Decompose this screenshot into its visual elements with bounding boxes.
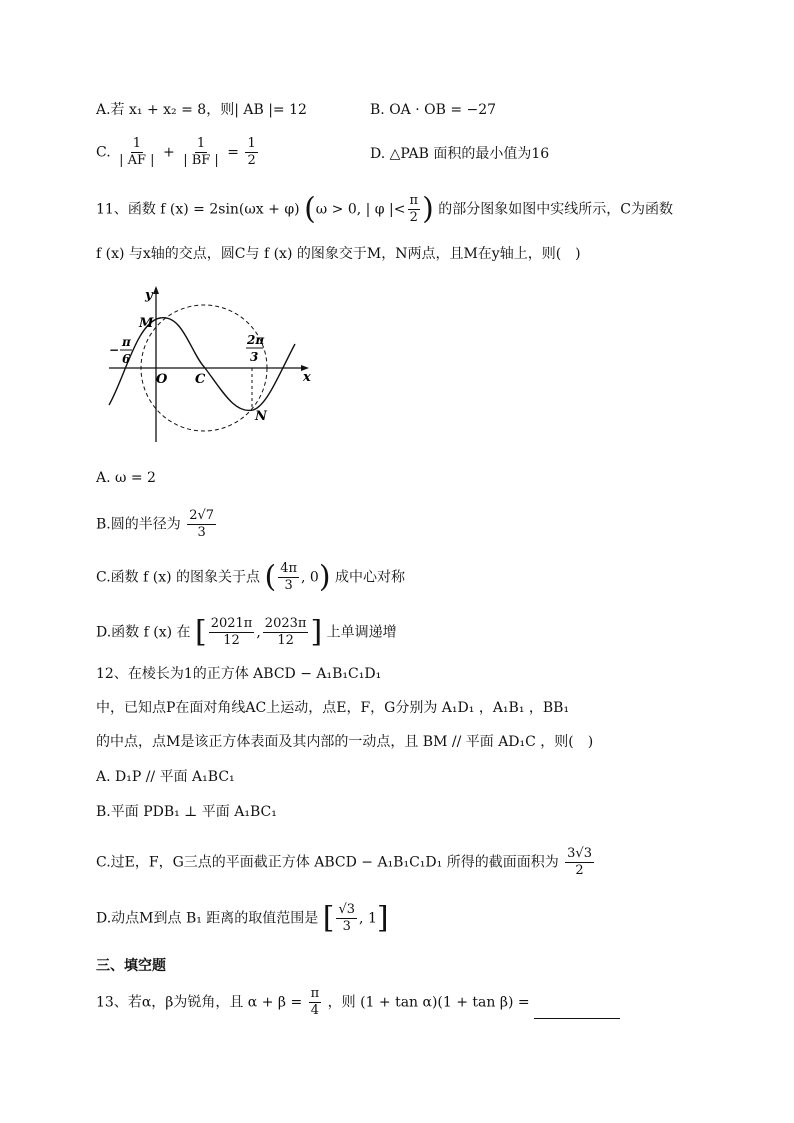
q11-stem-line2: f (x) 与x轴的交点，圆C与 f (x) 的图象交于M，N两点，且M在y轴上，则( ) — [96, 246, 581, 262]
label-m: M — [139, 316, 154, 331]
q11-option-a: A. ω = 2 — [96, 470, 156, 486]
q10-c-fraction-2: $\frac{1}{| BF |}$ — [183, 136, 219, 168]
q12-option-c-text: C.过E，F，G三点的平面截正方体 ABCD − A₁B₁C₁D₁ 所得的截面面积为 — [96, 854, 559, 871]
q10-option-c-prefix: C. — [96, 144, 111, 161]
label-left-den: 6 — [122, 352, 131, 366]
q11-option-d-text: D.函数 f (x) 在 — [96, 624, 191, 641]
q11-stem-line1: 11、函数 f (x) = 2sin(ωx + φ) (ω > 0, | φ |< $\frac{\pi}{2}$ ) 的部分图象如图中实线所示，C为函数 — [96, 191, 673, 227]
q11-option-c: C.函数 f (x) 的图象关于点 ( $\frac{4\pi}{3}$ , 0) 成中心对称 — [96, 559, 405, 595]
q11-option-b-text: B.圆的半径为 — [96, 516, 181, 533]
q10-c-fraction-1: $\frac{1}{| AF |}$ — [119, 136, 155, 168]
q12-option-c: C.过E，F，G三点的平面截正方体 ABCD − A₁B₁C₁D₁ 所得的截面面积为 $\frac{3√3}{2}$ — [96, 846, 592, 878]
q11-option-c-end: 成中心对称 — [335, 569, 405, 586]
label-right-num: 2π — [247, 333, 265, 347]
q12-option-d-text: D.动点M到点 B₁ 距离的取值范围是 — [96, 910, 319, 927]
q11-function: 11、函数 f (x) = 2sin(ωx + φ) — [96, 201, 300, 218]
q12-option-d: D.动点M到点 B₁ 距离的取值范围是 [ $\frac{√3}{3}$ , 1] — [96, 900, 389, 936]
label-y: y — [145, 288, 153, 303]
q12-stem-line1: 12、在棱长为1的正方体 ABCD − A₁B₁C₁D₁ — [96, 666, 382, 682]
q11-stem-tail: 的部分图象如图中实线所示，C为函数 — [438, 201, 673, 218]
q10-option-d: D. △PAB 面积的最小值为16 — [370, 146, 550, 162]
q12-stem-line2: 中，已知点P在面对角线AC上运动，点E，F，G分别为 A₁D₁ ，A₁B₁ ，BB₁ — [96, 700, 570, 716]
q11-option-b: B.圆的半径为 $\frac{2√7}{3}$ — [96, 508, 215, 540]
q10-option-b: B. OA · OB = −27 — [370, 102, 497, 118]
label-left-sign: − — [109, 343, 120, 357]
sine-curve — [109, 318, 295, 411]
q12-option-a: A. D₁P // 平面 A₁BC₁ — [96, 769, 235, 785]
label-n: N — [255, 409, 267, 424]
q11-condition: ω > 0, | φ |< — [315, 201, 406, 218]
q13-text-a: 13、若α，β为锐角，且 α + β = — [96, 994, 303, 1011]
label-x: x — [303, 370, 311, 385]
label-right-den: 3 — [250, 350, 259, 364]
q13-text-b: ，则 (1 + tan α)(1 + tan β) = — [327, 994, 530, 1011]
q11-option-d-end: 上单调递增 — [326, 624, 397, 641]
section-heading-fill-in: 三、填空题 — [96, 958, 166, 974]
label-left-num: π — [122, 335, 131, 349]
q10-c-fraction-3: $\frac{1}{2}$ — [247, 136, 256, 168]
q12-stem-line3: 的中点，点M是该正方体表面及其内部的一动点，且 BM // 平面 AD₁C ，则( ) — [96, 734, 594, 750]
q11-sine-graph — [95, 282, 325, 452]
q13-stem: 13、若α，β为锐角，且 α + β = $\frac{\pi}{4}$ ，则 (1 + tan α)(1 + tan β) = — [96, 986, 620, 1019]
q13-answer-blank[interactable] — [534, 1002, 620, 1019]
label-o: O — [156, 372, 168, 387]
q11-option-d: D.函数 f (x) 在 [ $\frac{2021\pi}{12}$ , $\frac{2023\pi}{12}$ ] 上单调递增 — [96, 614, 397, 650]
label-c: C — [195, 372, 206, 387]
q12-option-b: B.平面 PDB₁ ⊥ 平面 A₁BC₁ — [96, 804, 277, 820]
q10-option-c: C. $\frac{1}{| AF |}$ + $\frac{1}{| BF |}$ = $\frac{1}{2}$ — [96, 136, 256, 168]
q11-option-c-text: C.函数 f (x) 的图象关于点 — [96, 569, 261, 586]
q10-option-a: A.若 x₁ + x₂ = 8，则| AB |= 12 — [96, 102, 307, 118]
